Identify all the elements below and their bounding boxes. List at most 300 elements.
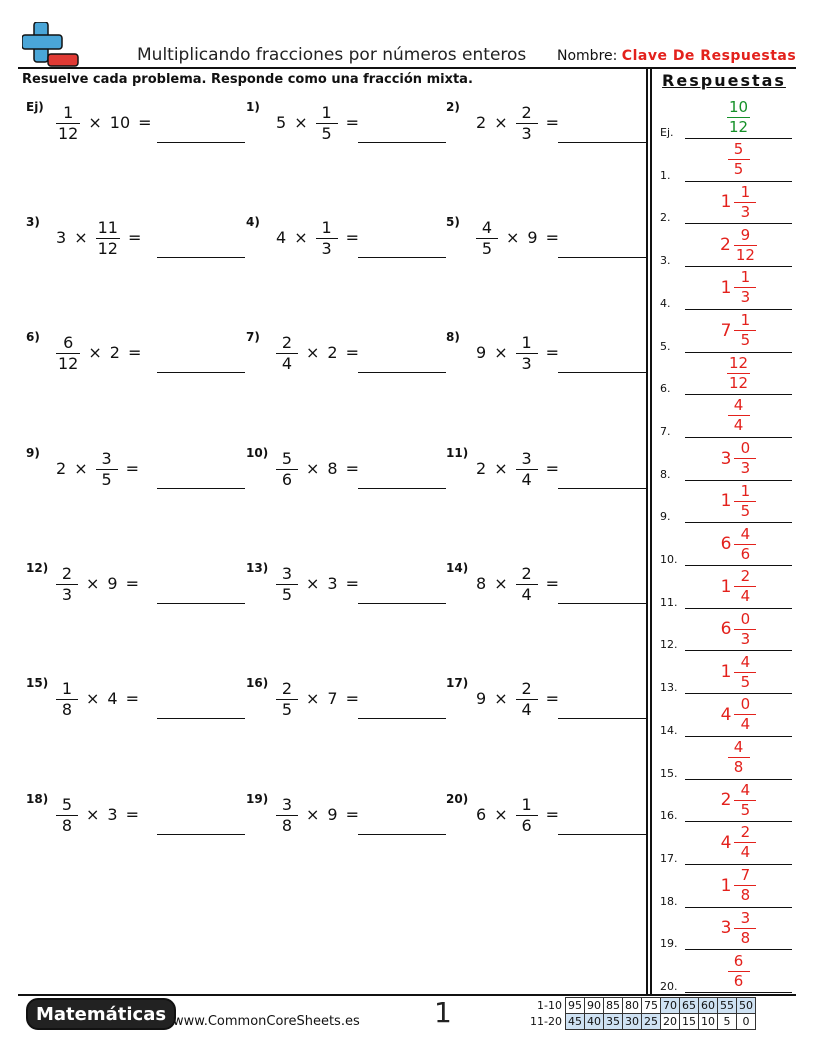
answer-value xyxy=(685,909,792,947)
times-sign: × xyxy=(506,227,520,247)
whole-number: 3 xyxy=(107,804,118,824)
answer-line xyxy=(685,821,792,822)
whole-number: 9 xyxy=(476,342,487,362)
problem xyxy=(446,100,646,144)
fraction xyxy=(734,524,756,563)
answer-row xyxy=(660,440,792,483)
fraction xyxy=(734,481,756,520)
fraction xyxy=(734,441,756,476)
answer-row xyxy=(660,183,792,226)
answer-blank xyxy=(558,372,646,373)
whole-number: 5 xyxy=(276,112,287,132)
answer-whole: 2 xyxy=(720,790,732,811)
denominator: 6 xyxy=(728,971,750,989)
denominator: 3 xyxy=(734,458,756,476)
denominator: 12 xyxy=(728,373,749,392)
name-label: Nombre: xyxy=(557,48,618,64)
denominator: 3 xyxy=(734,287,756,305)
equals-sign: = xyxy=(545,573,559,593)
fraction xyxy=(316,102,338,143)
answer-value xyxy=(685,183,792,221)
times-sign: × xyxy=(494,458,508,478)
answer-label: 1. xyxy=(660,168,671,182)
denominator: 12 xyxy=(735,245,755,264)
operand-fraction xyxy=(316,218,338,257)
score-table xyxy=(528,997,756,1030)
equals-sign: = xyxy=(125,804,139,824)
answer-value xyxy=(685,952,792,990)
numerator: 9 xyxy=(740,225,751,244)
whole-number: 7 xyxy=(327,688,338,708)
plus-minus-logo-icon xyxy=(22,22,80,68)
answer-label: 12. xyxy=(660,638,678,652)
site-url: www.CommonCoreSheets.es xyxy=(173,1014,360,1029)
problem xyxy=(446,215,646,259)
answer-whole: 2 xyxy=(720,235,731,256)
denominator: 12 xyxy=(58,123,79,143)
fraction xyxy=(734,868,756,903)
numerator: 5 xyxy=(733,140,744,159)
problem-number: 3) xyxy=(26,215,40,229)
score-cell: 35 xyxy=(603,1014,622,1030)
answer-label: 3. xyxy=(660,254,671,268)
fraction xyxy=(734,313,756,348)
problem-number: 11) xyxy=(446,446,469,460)
problem-number: 16) xyxy=(246,676,269,690)
answer-blank xyxy=(157,257,245,258)
operand-fraction xyxy=(56,333,80,372)
whole-number: 4 xyxy=(276,227,287,247)
problem-number: 14) xyxy=(446,561,469,575)
denominator: 4 xyxy=(516,469,538,488)
problem-number: 19) xyxy=(246,792,269,806)
answer-value xyxy=(685,397,792,435)
times-sign: × xyxy=(86,688,100,708)
operand-fraction xyxy=(516,333,538,372)
operand-fraction xyxy=(56,103,80,142)
whole-number: 10 xyxy=(109,112,131,132)
answer-line xyxy=(685,223,792,224)
numerator: 2 xyxy=(281,678,293,698)
denominator: 8 xyxy=(276,815,298,834)
numerator: 0 xyxy=(740,439,751,458)
equals-sign: = xyxy=(125,573,139,593)
answer-blank xyxy=(157,718,245,719)
problem-number: 2) xyxy=(446,100,460,114)
equals-sign: = xyxy=(125,458,139,478)
problem xyxy=(446,561,646,605)
fraction xyxy=(516,332,538,373)
equals-sign: = xyxy=(545,342,559,362)
times-sign: × xyxy=(306,804,320,824)
score-row xyxy=(528,1014,755,1030)
fraction xyxy=(728,142,750,177)
problem xyxy=(26,446,226,490)
answer-line xyxy=(685,650,792,651)
operand-fraction xyxy=(56,679,78,718)
fraction xyxy=(728,951,750,990)
numerator: 4 xyxy=(733,396,744,415)
numerator: 11 xyxy=(97,217,118,237)
answer-line xyxy=(685,907,792,908)
equals-sign: = xyxy=(345,112,359,132)
instructions: Resuelve cada problema. Responde como una fracción mixta. xyxy=(22,72,473,87)
problem-expression xyxy=(476,794,567,834)
answer-row xyxy=(660,653,792,696)
equals-sign: = xyxy=(345,227,359,247)
problem xyxy=(446,446,646,490)
answer-whole: 1 xyxy=(720,277,732,298)
operand-fraction xyxy=(276,449,298,488)
denominator: 3 xyxy=(516,353,538,372)
numerator: 6 xyxy=(63,332,74,352)
answer-line xyxy=(685,693,792,694)
problem xyxy=(246,330,446,374)
problem-expression xyxy=(476,217,567,257)
answer-row xyxy=(660,909,792,952)
answer-label: 18. xyxy=(660,894,678,908)
equals-sign: = xyxy=(545,804,559,824)
problem xyxy=(446,792,646,836)
fraction xyxy=(96,217,120,258)
problem-number: 6) xyxy=(26,330,40,344)
score-cell: 25 xyxy=(641,1014,660,1030)
whole-number: 2 xyxy=(327,342,338,362)
answer-line xyxy=(685,522,792,523)
equals-sign: = xyxy=(345,573,359,593)
answer-row xyxy=(660,354,792,397)
answer-row xyxy=(660,867,792,910)
answer-line xyxy=(685,949,792,950)
answer-line xyxy=(685,864,792,865)
problem xyxy=(26,561,226,605)
fraction xyxy=(276,332,298,373)
problem-number: 17) xyxy=(446,676,469,690)
operand-fraction xyxy=(516,103,538,142)
problem xyxy=(246,446,446,490)
times-sign: × xyxy=(294,227,308,247)
times-sign: × xyxy=(306,573,320,593)
fraction xyxy=(516,563,538,604)
equals-sign: = xyxy=(127,342,142,362)
answer-label: 19. xyxy=(660,937,678,951)
problem xyxy=(446,330,646,374)
column-divider xyxy=(646,67,648,995)
answer-value xyxy=(685,269,792,307)
times-sign: × xyxy=(306,688,320,708)
answer-label: 15. xyxy=(660,766,678,780)
score-cell: 30 xyxy=(622,1014,641,1030)
answer-blank xyxy=(558,257,646,258)
problem-number: 8) xyxy=(446,330,460,344)
problem-expression xyxy=(56,563,147,603)
denominator: 4 xyxy=(728,415,750,433)
answer-whole: 6 xyxy=(720,534,732,554)
denominator: 6 xyxy=(276,469,298,488)
operand-fraction xyxy=(96,218,120,257)
numerator: 1 xyxy=(740,268,751,287)
times-sign: × xyxy=(74,227,88,247)
score-range-label: 1-10 xyxy=(537,999,562,1012)
answer-line xyxy=(685,394,792,395)
answer-row xyxy=(660,952,792,995)
numerator: 3 xyxy=(281,794,293,814)
answer-line xyxy=(685,181,792,182)
problem-expression xyxy=(56,448,147,488)
numerator: 0 xyxy=(740,695,751,714)
worksheet-title: Multiplicando fracciones por números enteros xyxy=(137,45,527,65)
numerator: 0 xyxy=(740,609,751,628)
fraction xyxy=(56,332,80,373)
answer-blank xyxy=(157,372,245,373)
answer-row xyxy=(660,696,792,739)
operand-fraction xyxy=(276,333,298,372)
brand-badge: Matemáticas xyxy=(26,998,176,1030)
answer-blank xyxy=(358,372,446,373)
answer-line xyxy=(685,608,792,609)
answers-title: Respuestas xyxy=(662,71,786,90)
problem-number: 7) xyxy=(246,330,260,344)
problem-expression xyxy=(276,563,367,603)
denominator: 8 xyxy=(728,757,750,775)
denominator: 4 xyxy=(516,699,538,718)
fraction xyxy=(516,102,538,143)
fraction xyxy=(276,563,298,604)
answer-row xyxy=(660,98,792,141)
answer-blank xyxy=(558,603,646,604)
denominator: 5 xyxy=(276,584,298,603)
answer-label: 13. xyxy=(660,681,678,695)
answer-blank xyxy=(558,718,646,719)
equals-sign: = xyxy=(138,112,152,132)
numerator: 3 xyxy=(521,448,532,468)
denominator: 4 xyxy=(516,584,538,603)
answer-value xyxy=(685,568,792,606)
equals-sign: = xyxy=(345,804,359,824)
score-cell: 80 xyxy=(622,998,641,1014)
answer-value xyxy=(685,98,792,136)
score-cell: 65 xyxy=(679,998,698,1014)
times-sign: × xyxy=(74,458,88,478)
answer-line xyxy=(685,480,792,481)
operand-fraction xyxy=(516,449,538,488)
fraction xyxy=(734,908,756,947)
denominator: 5 xyxy=(476,238,498,257)
answer-row xyxy=(660,397,792,440)
score-cell: 75 xyxy=(641,998,660,1014)
whole-number: 9 xyxy=(107,573,118,593)
whole-number: 2 xyxy=(56,458,67,478)
numerator: 4 xyxy=(740,524,751,543)
equals-sign: = xyxy=(545,227,559,247)
answer-label: 20. xyxy=(660,980,678,993)
score-cell: 5 xyxy=(717,1014,736,1030)
answer-line xyxy=(685,309,792,310)
name-value: Clave De Respuestas xyxy=(621,48,797,64)
denominator: 8 xyxy=(734,885,756,903)
answer-value xyxy=(685,312,792,350)
denominator: 5 xyxy=(734,330,756,348)
problem xyxy=(246,100,446,144)
score-cell: 60 xyxy=(698,998,717,1014)
answer-blank xyxy=(358,257,446,258)
name-field xyxy=(557,48,796,64)
problem-number: 1) xyxy=(246,100,260,114)
score-cell: 50 xyxy=(736,998,755,1014)
numerator: 1 xyxy=(61,678,73,698)
problem-expression xyxy=(276,794,367,834)
problem-number: 9) xyxy=(26,446,40,460)
denominator: 5 xyxy=(728,159,750,177)
numerator: 7 xyxy=(740,866,751,885)
problem-expression xyxy=(476,563,567,603)
answer-whole: 4 xyxy=(720,704,732,725)
problem xyxy=(246,561,446,605)
problem xyxy=(246,792,446,836)
score-cell: 55 xyxy=(717,998,736,1014)
denominator: 5 xyxy=(734,501,756,519)
numerator: 1 xyxy=(740,182,751,201)
problem xyxy=(26,676,226,720)
numerator: 1 xyxy=(63,102,74,122)
whole-number: 8 xyxy=(327,458,338,478)
fraction xyxy=(56,678,78,719)
problem-expression xyxy=(56,102,160,142)
numerator: 1 xyxy=(521,794,532,814)
answer-label: 5. xyxy=(660,339,671,353)
fraction xyxy=(276,794,298,835)
numerator: 2 xyxy=(521,678,532,698)
answer-row xyxy=(660,226,792,269)
answer-blank xyxy=(558,834,646,835)
problem-number: 15) xyxy=(26,676,49,690)
denominator: 5 xyxy=(734,800,756,818)
problem-expression xyxy=(476,102,567,142)
times-sign: × xyxy=(494,112,508,132)
answer-label: 9. xyxy=(660,510,671,524)
answer-whole: 6 xyxy=(720,619,732,640)
whole-number: 3 xyxy=(56,227,67,247)
equals-sign: = xyxy=(345,688,359,708)
times-sign: × xyxy=(88,112,102,132)
answer-value xyxy=(685,696,792,734)
fraction xyxy=(316,217,338,258)
answer-line xyxy=(685,437,792,438)
score-cell: 90 xyxy=(584,998,603,1014)
fraction xyxy=(727,97,750,136)
problem-expression xyxy=(476,448,567,488)
equals-sign: = xyxy=(545,688,559,708)
problem-expression xyxy=(56,332,149,372)
numerator: 2 xyxy=(740,823,751,842)
fraction xyxy=(734,270,756,305)
operand-fraction xyxy=(516,679,538,718)
problem-number: 18) xyxy=(26,792,49,806)
problem-number: 12) xyxy=(26,561,49,575)
numerator: 2 xyxy=(740,567,751,586)
score-cell: 20 xyxy=(660,1014,679,1030)
denominator: 5 xyxy=(276,699,298,718)
fraction xyxy=(276,678,298,719)
answer-row xyxy=(660,312,792,355)
whole-number: 2 xyxy=(476,112,487,132)
denominator: 4 xyxy=(734,586,756,604)
numerator: 5 xyxy=(61,794,73,814)
numerator: 4 xyxy=(481,217,493,237)
fraction xyxy=(728,398,750,433)
denominator: 5 xyxy=(96,469,118,488)
equals-sign: = xyxy=(345,458,359,478)
answer-value xyxy=(685,610,792,648)
operand-fraction xyxy=(276,564,298,603)
score-cell: 70 xyxy=(660,998,679,1014)
fraction xyxy=(516,678,538,719)
numerator: 2 xyxy=(521,102,532,122)
answer-label: 6. xyxy=(660,382,671,396)
fraction xyxy=(516,448,538,489)
answer-value xyxy=(685,824,792,862)
answer-value xyxy=(685,226,792,264)
score-range-label: 11-20 xyxy=(530,1015,562,1028)
numerator: 2 xyxy=(61,563,73,583)
score-cell: 40 xyxy=(584,1014,603,1030)
answer-whole: 4 xyxy=(720,832,732,853)
times-sign: × xyxy=(494,688,508,708)
answer-blank xyxy=(358,142,446,143)
answer-line xyxy=(685,138,792,139)
equals-sign: = xyxy=(345,342,359,362)
answer-value xyxy=(685,525,792,563)
problem-expression xyxy=(276,678,367,718)
answer-row xyxy=(660,482,792,525)
denominator: 8 xyxy=(56,699,78,718)
answer-line xyxy=(685,266,792,267)
operand-fraction xyxy=(476,218,498,257)
answer-whole: 1 xyxy=(720,875,732,896)
denominator: 3 xyxy=(734,629,756,647)
equals-sign: = xyxy=(545,112,559,132)
problem-number: 5) xyxy=(446,215,460,229)
fraction xyxy=(56,794,78,835)
answer-value xyxy=(685,781,792,819)
denominator: 3 xyxy=(516,123,538,142)
answer-whole: 1 xyxy=(720,576,732,597)
denominator: 12 xyxy=(728,117,749,136)
times-sign: × xyxy=(86,804,100,824)
score-cell: 95 xyxy=(565,998,584,1014)
answer-row xyxy=(660,610,792,653)
denominator: 12 xyxy=(58,353,79,373)
denominator: 6 xyxy=(734,544,756,562)
answer-label: 7. xyxy=(660,424,671,438)
denominator: 3 xyxy=(734,202,756,220)
operand-fraction xyxy=(56,795,78,834)
answer-row xyxy=(660,739,792,782)
numerator: 1 xyxy=(321,102,332,122)
numerator: 12 xyxy=(728,353,749,372)
times-sign: × xyxy=(306,458,320,478)
answer-line xyxy=(685,992,792,993)
problem-expression xyxy=(56,217,149,257)
answer-whole: 1 xyxy=(720,491,732,512)
page-number: 1 xyxy=(434,996,452,1029)
problem xyxy=(246,676,446,720)
score-cell: 15 xyxy=(679,1014,698,1030)
whole-number: 3 xyxy=(327,573,338,593)
problem-expression xyxy=(276,332,367,372)
denominator: 4 xyxy=(276,353,298,372)
denominator: 8 xyxy=(56,815,78,834)
